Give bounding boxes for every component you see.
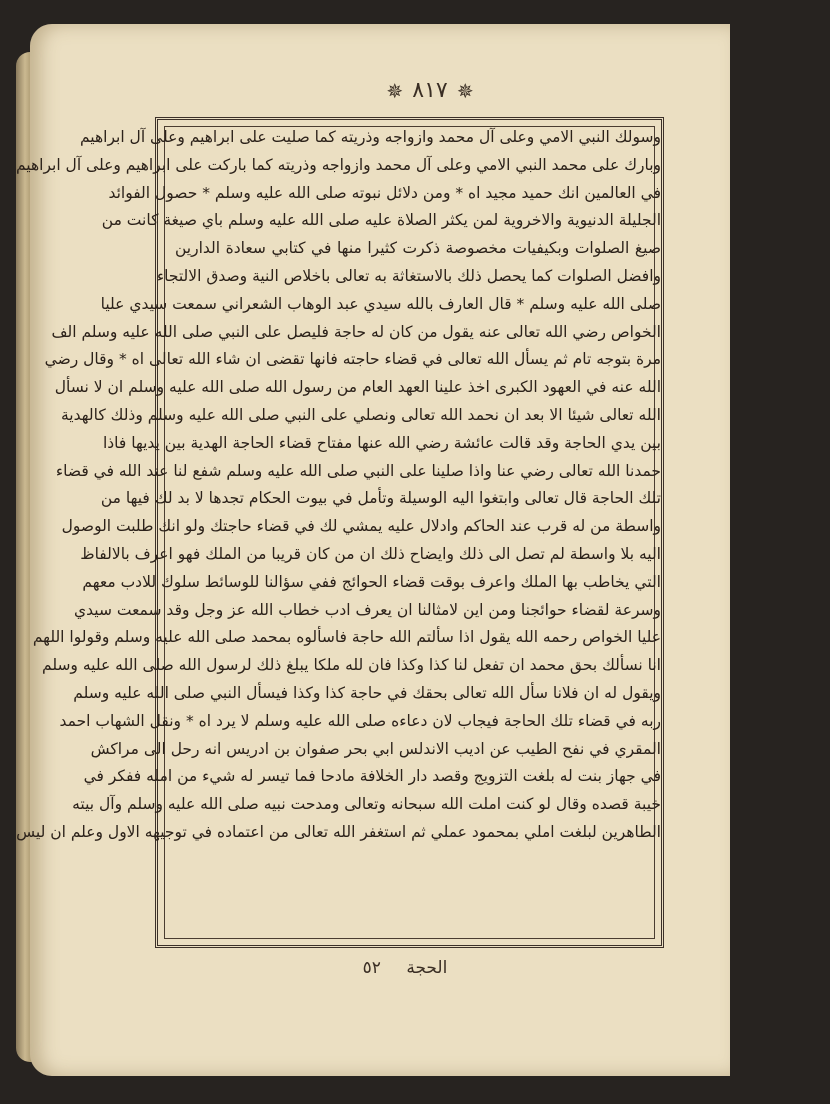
text-line: خيبة قصده وقال لو كنت املت الله سبحانه وتعالى ومدحت نبيه صلى الله عليه وسلم وآل بيته [72,795,661,814]
footer-signature-number: ٥٢ [362,958,381,978]
page-number: ٨١٧ [412,78,448,103]
text-line: ربه في قضاء تلك الحاجة فيجاب لان دعاءه صلى الله عليه وسلم لا يرد اه * ونقل الشهاب احمد [59,711,661,730]
footer-signature-label: الحجة [406,958,448,978]
text-line: المقري في نفح الطيب عن اديب الاندلس ابي بحر صفوان بن ادريس انه رحل الى مراكش [90,739,661,758]
text-line: التي يخاطب بها الملك واعرف بوقت قضاء الحوائج ففي سؤالنا للوسائط سلوك للادب معهم [82,572,661,591]
text-line: اليه بلا واسطة لم تصل الى ذلك وايضاح ذلك ان من كان قريبا من الملك فهو اعرف بالالفاظ [80,544,661,563]
text-line: صلى الله عليه وسلم * قال العارف بالله سيدي عبد الوهاب الشعراني سمعت سيدي عليا [100,294,661,313]
text-line: وسرعة لقضاء حوائجنا ومن اين لامثالنا ان يعرف ادب خطاب الله عز وجل وقد سمعت سيدي [74,600,661,619]
main-text-block [15,124,661,847]
text-line: مرة بتوجه تام ثم يسأل الله تعالى في قضاء حاجته فانها تقضى ان شاء الله تعالى اه * وقال رضي [44,350,661,369]
text-line: في جهاز بنت له بلغت التزويج وقصد دار الخلافة مادحا فما تيسر له شيء من امله ففكر في [83,767,661,786]
ornament-right-icon: ✵ [456,78,474,103]
text-line: بين يدي الحاجة وقد قالت عائشة رضي الله عنها مفتاح قضاء الحاجة الهدية بين يديها فاذا [102,433,661,452]
text-line: واسطة من له قرب عند الحاكم وادلال عليه يمشي لك في قضاء حاجتك ولو انك طلبت الوصول [61,517,661,536]
text-line: عليا الخواص رحمه الله يقول اذا سألتم الله حاجة فاسألوه بمحمد صلى الله عليه وسلم وقولوا اللهم [32,628,661,647]
page-footer [345,958,465,978]
text-line: الخواص رضي الله تعالى عنه يقول من كان له حاجة فليصل على النبي صلى الله عليه وسلم الف [51,322,661,341]
text-line: انا نسألك بحق محمد ان تفعل لنا كذا وكذا فان لله ملكا يبلغ ذلك لرسول الله صلى الله عليه وسلم [42,656,661,675]
text-line: الله تعالى شيئا الا بعد ان نحمد الله تعالى ونصلي على النبي صلى الله عليه وسلم وذلك كالهدية [60,405,661,424]
text-line: وسولك النبي الامي وعلى آل محمد وازواجه وذريته كما صليت على ابراهيم وعلى آل ابراهيم [79,128,661,146]
text-line: حمدنا الله تعالى رضي عنا واذا صلينا على النبي صلى الله عليه وسلم شفع لنا عند الله في قضاء [55,461,661,480]
text-line: الجليلة الدنيوية والاخروية لمن يكثر الصلاة عليه صلى الله عليه وسلم باي صيغة كانت من [101,211,661,230]
text-line: الطاهرين لبلغت املي بمحمود عملي ثم استغفر الله تعالى من اعتماده في توجيهه الاول وعلم ان ليس [16,822,661,841]
text-line: صيغ الصلوات وبكيفيات مخصوصة ذكرت كثيرا منها في كتابي سعادة الدارين [175,239,661,258]
text-line: وبارك على محمد النبي الامي وعلى آل محمد وازواجه وذريته كما باركت على ابراهيم وعلى آل ابراهيم [15,155,661,174]
text-line: وافضل الصلوات كما يحصل ذلك بالاستغاثة به تعالى باخلاص النية وصدق الالتجاء [156,266,661,285]
text-line: تلك الحاجة قال تعالى وابتغوا اليه الوسيلة وتأمل في بيوت الحكام تجدها لا بد لك فيها من [100,489,661,508]
text-line: في العالمين انك حميد مجيد اه * ومن دلائل نبوته صلى الله عليه وسلم * حصول الفوائد [108,183,661,202]
page-header [30,78,830,103]
ornament-left-icon: ✵ [386,78,404,103]
text-line: الله عنه في العهود الكبرى اخذ علينا العهد العام من رسول الله صلى الله عليه وسلم ان لا نسأل [54,378,661,397]
text-line: ويقول له ان فلانا سأل الله تعالى بحقك في حاجة كذا وكذا فيسأل النبي صلى الله عليه وسلم [73,683,661,702]
